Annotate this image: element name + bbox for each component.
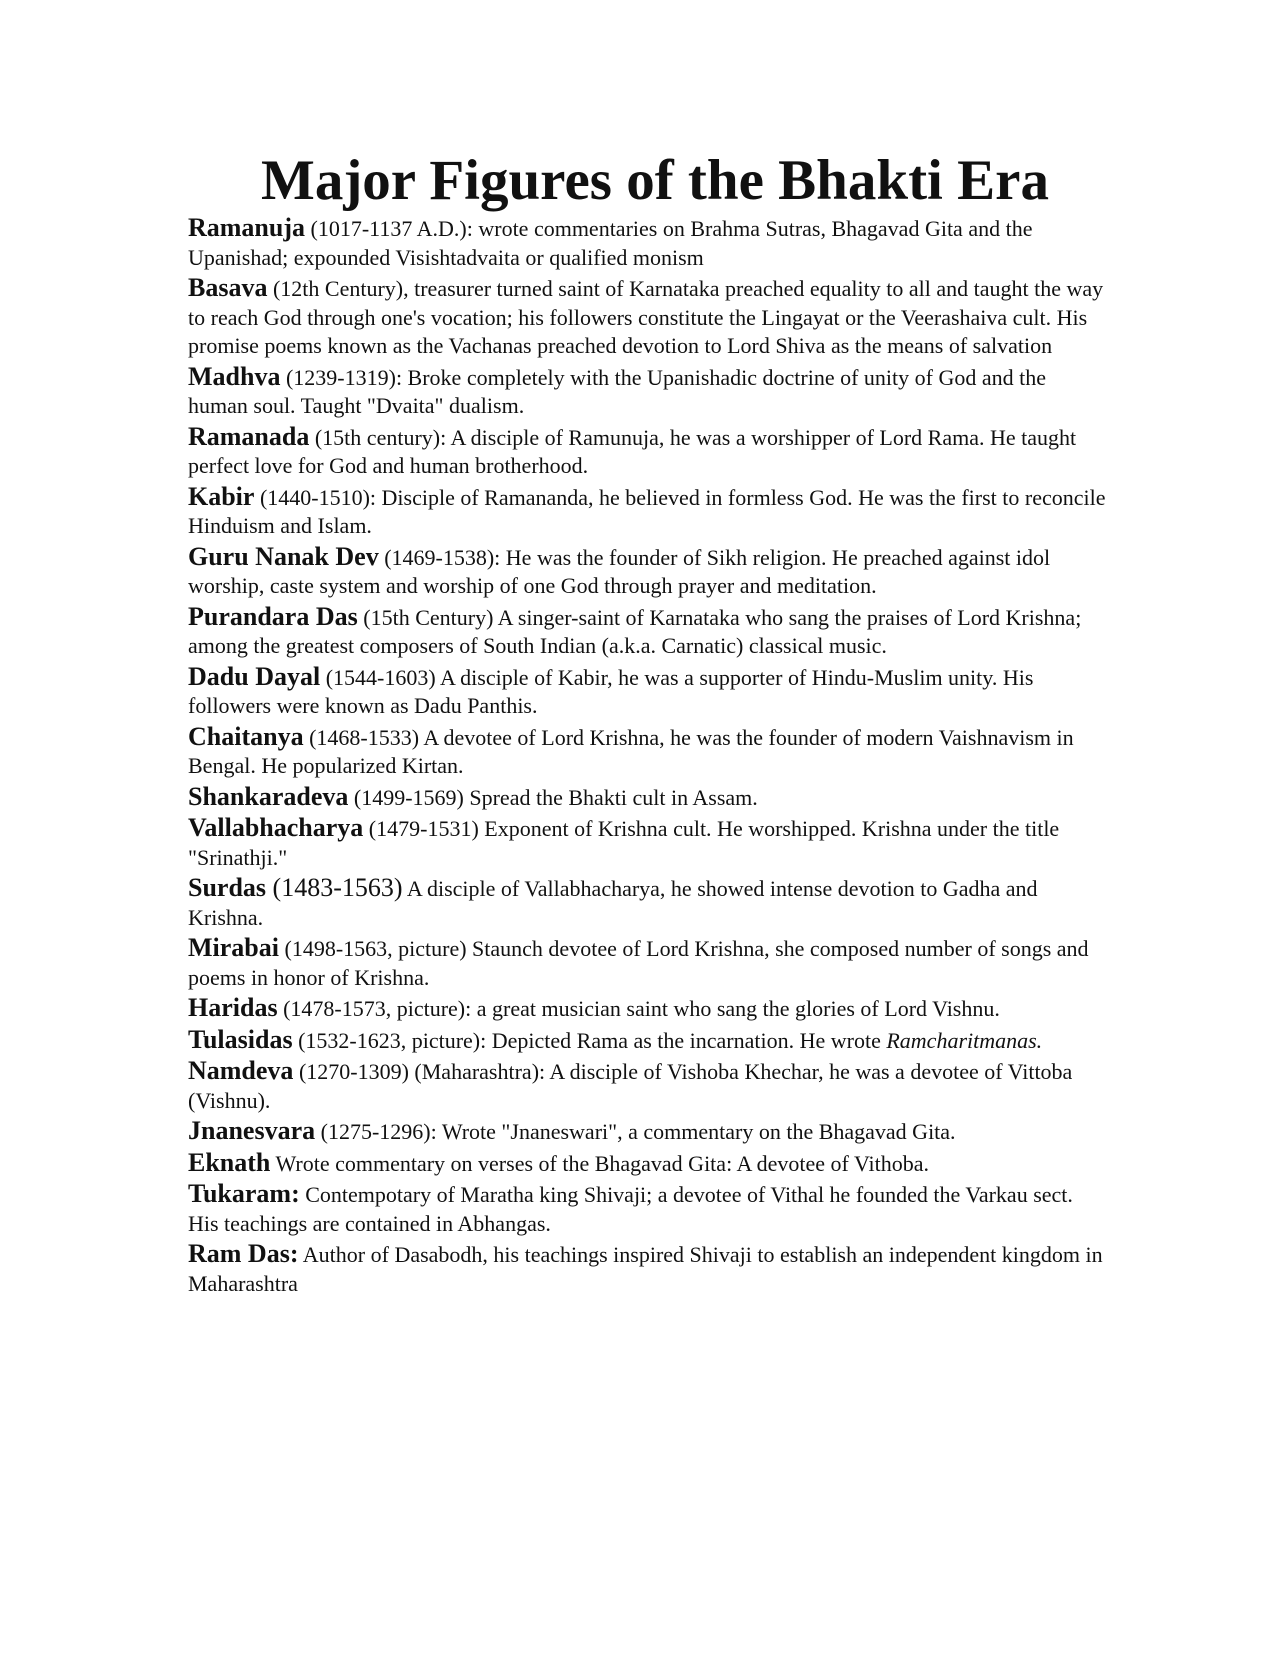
entry-text: Wrote commentary on verses of the Bhagavad Gita: A devotee of Vithoba. — [270, 1150, 930, 1176]
entry-chaitanya — [188, 723, 1108, 781]
entry-name: Haridas — [188, 993, 278, 1022]
entry-name: Namdeva — [188, 1056, 294, 1085]
entry-kabir — [188, 483, 1108, 541]
entry-ramanuja — [188, 214, 1108, 272]
entry-surdas — [188, 874, 1108, 932]
entry-text: (12th Century), treasurer turned saint of Karnataka preached equality to all and taught the way to reach God through one's vocation; his followers constitute the Lingayat or the Veerashaiva cult. His promise poems known as the Vachanas preached devotion to Lord Shiva as the means of salvation — [188, 276, 1104, 358]
entry-jnanesvara — [188, 1117, 1108, 1147]
entry-text: (1498-1563, picture) Staunch devotee of Lord Krishna, she composed number of songs and poems in honor of Krishna. — [188, 936, 1089, 990]
entry-ram-das — [188, 1240, 1108, 1298]
entry-text: (1469-1538): He was the founder of Sikh religion. He preached against idol worship, caste system and worship of one God through prayer and meditation. — [188, 544, 1051, 598]
entry-text: (1499-1569) Spread the Bhakti cult in Assam. — [348, 784, 758, 810]
entry-name: Kabir — [188, 481, 255, 511]
entry-text: (1479-1531) Exponent of Krishna cult. He worshipped. Krishna under the title "Srinathji." — [188, 816, 1060, 870]
entry-tukaram — [188, 1180, 1108, 1238]
entry-name: Ram Das: — [188, 1239, 299, 1268]
entry-vallabhacharya — [188, 814, 1108, 872]
entry-mirabai — [188, 934, 1108, 992]
entry-text: (1544-1603) A disciple of Kabir, he was a supporter of Hindu-Muslim unity. His followers were known as Dadu Panthis. — [188, 664, 1034, 718]
entry-name: Ramanada — [188, 421, 310, 451]
entry-text: (1275-1296): Wrote "Jnaneswari", a commentary on the Bhagavad Gita. — [315, 1119, 956, 1144]
entry-purandara-das — [188, 603, 1108, 661]
entry-name: Chaitanya — [188, 721, 304, 751]
entry-name: Vallabhacharya — [188, 813, 364, 842]
page-title: Major Figures of the Bhakti Era — [261, 149, 1049, 212]
entry-basava — [188, 274, 1108, 361]
entry-name: Ramanuja — [188, 213, 306, 242]
document-page — [188, 148, 1108, 1300]
entry-text: Contempotary of Maratha king Shivaji; a devotee of Vithal he founded the Varkau sect. His teachings are contained in Abhangas. — [188, 1182, 1073, 1236]
entry-text: Author of Dasabodh, his teachings inspired Shivaji to establish an independent kingdom in Maharashtra — [188, 1242, 1103, 1296]
entry-shankaradeva — [188, 783, 1108, 813]
entry-name: Tulasidas — [188, 1024, 293, 1054]
entry-text: A disciple of Vallabhacharya, he showed intense devotion to Gadha and Krishna. — [188, 876, 1038, 930]
entry-name: Basava — [188, 273, 268, 302]
entry-text: (15th Century) A singer-saint of Karnataka who sang the praises of Lord Krishna; among the greatest composers of South Indian (a.k.a. Carnatic) classical music. — [188, 604, 1082, 658]
entry-text: (1017-1137 A.D.): wrote commentaries on Brahma Sutras, Bhagavad Gita and the Upanishad; expounded Visishtadvaita or qualified monism — [188, 216, 1033, 270]
entry-ramanada — [188, 423, 1108, 481]
entry-name: Purandara Das — [188, 601, 358, 631]
entry-dates: (1483-1563) — [266, 873, 403, 902]
entry-text: (1468-1533) A devotee of Lord Krishna, he was the founder of modern Vaishnavism in Bengal. He popularized Kirtan. — [188, 724, 1074, 778]
entry-name: Dadu Dayal — [188, 661, 321, 691]
entry-text: (1270-1309) (Maharashtra): A disciple of Vishoba Khechar, he was a devotee of Vittoba (Vishnu). — [188, 1059, 1073, 1113]
entry-italic-title: Ramcharitmanas. — [886, 1027, 1043, 1053]
entry-text: (15th century): A disciple of Ramunuja, he was a worshipper of Lord Rama. He taught perfect love for God and human brotherhood. — [188, 424, 1077, 478]
entry-text: (1532-1623, picture): Depicted Rama as the incarnation. He wrote — [292, 1027, 887, 1053]
entry-madhva — [188, 363, 1108, 421]
entry-namdeva — [188, 1057, 1108, 1115]
entry-text: (1239-1319): Broke completely with the Upanishadic doctrine of unity of God and the human soul. Taught "Dvaita" dualism. — [188, 364, 1047, 418]
entry-tulasidas — [188, 1026, 1108, 1056]
entry-name: Tukaram: — [188, 1179, 300, 1208]
entry-name: Surdas — [188, 873, 267, 902]
entry-eknath — [188, 1149, 1108, 1179]
entry-text: (1440-1510): Disciple of Ramananda, he believed in formless God. He was the first to reconcile Hinduism and Islam. — [188, 484, 1106, 538]
entry-name: Mirabai — [188, 933, 279, 962]
entry-text: (1478-1573, picture): a great musician saint who sang the glories of Lord Vishnu. — [277, 996, 1000, 1021]
entry-dadu-dayal — [188, 663, 1108, 721]
entry-name: Guru Nanak Dev — [188, 541, 379, 571]
entry-guru-nanak-dev — [188, 543, 1108, 601]
entry-name: Jnanesvara — [188, 1116, 316, 1145]
entry-name: Shankaradeva — [188, 781, 349, 811]
entry-name: Madhva — [188, 361, 281, 391]
entry-haridas — [188, 994, 1108, 1024]
entry-name: Eknath — [188, 1147, 271, 1177]
